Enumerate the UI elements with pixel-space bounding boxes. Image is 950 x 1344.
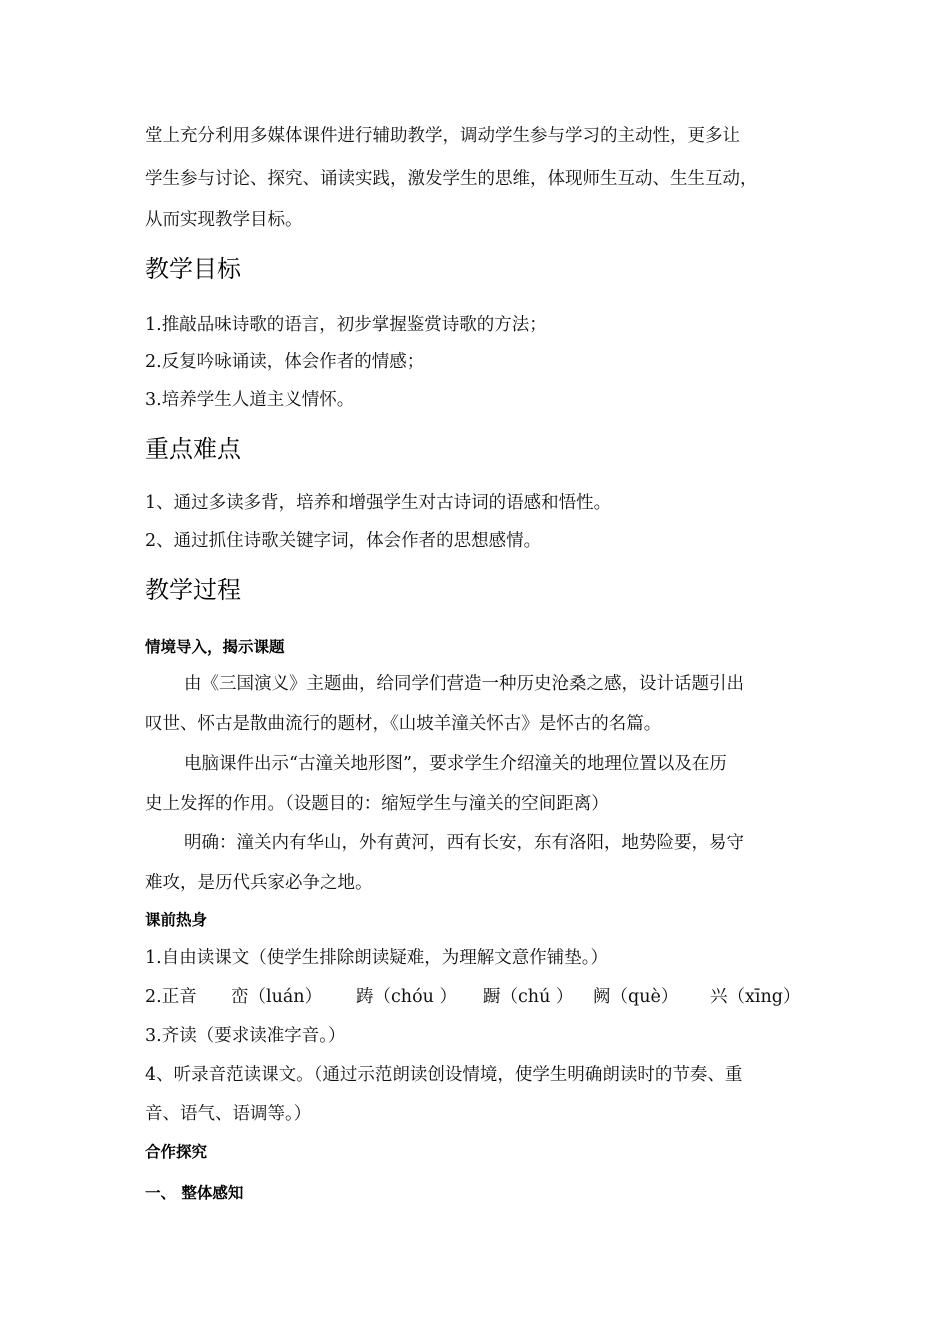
goal-item-1: 1.推敲品味诗歌的语言，初步掌握鉴赏诗歌的方法； [145,315,547,335]
pinyin-word-luan: 峦（luán） [231,987,323,1007]
warmup-item-1: 1.自由读课文（使学生排除朗读疑难，为理解文意作铺垫。） [145,948,608,968]
heading-process: 教学过程 [145,576,241,604]
intro-para3-line-1: 明确：潼关内有华山，外有黄河，西有长安，东有洛阳，地势险要，易守 [184,833,744,853]
pinyin-word-xing: 兴（xīng） [710,987,801,1007]
warmup-item-4-line-1: 4、听录音范读课文。（通过示范朗读创设情境，使学生明确朗读时的节奏、重 [145,1065,743,1085]
warmup-item-2-pronunciation [145,977,815,1017]
pinyin-word-chou: 踌（chóu ） [356,987,457,1007]
intro-para1-line-1: 由《三国演义》主题曲，给同学们营造一种历史沧桑之感，设计话题引出 [184,674,744,694]
goal-item-3: 3.培养学生人道主义情怀。 [145,390,355,410]
goal-item-2: 2.反复吟咏诵读，体会作者的情感； [145,352,425,372]
pinyin-word-chu: 蹰（chú ） [483,987,574,1007]
heading-keypoints: 重点难点 [145,435,241,463]
heading-goals: 教学目标 [145,255,241,283]
keypoint-item-2: 2、通过抓住诗歌关键字词，体会作者的思想感情。 [145,531,542,551]
subsection-overall-perception: 一、 整体感知 [145,1184,244,1202]
intro-para1-line-2: 叹世、怀古是散曲流行的题材，《山坡羊潼关怀古》是怀古的名篇。 [145,714,662,734]
intro-para3-line-2: 难攻，是历代兵家必争之地。 [145,873,373,893]
intro-line-3: 从而实现教学目标。 [145,210,303,230]
intro-line-2: 学生参与讨论、探究、诵读实践，激发学生的思维，体现师生互动、生生互动， [145,169,758,189]
section-title-warmup: 课前热身 [145,911,208,929]
keypoint-item-1: 1、通过多读多背，培养和增强学生对古诗词的语感和悟性。 [145,493,612,513]
intro-para2-line-2: 史上发挥的作用。（设题目的：缩短学生与潼关的空间距离） [145,794,609,814]
warmup-item-4-line-2: 音、语气、语调等。） [145,1104,312,1124]
intro-line-1: 堂上充分利用多媒体课件进行辅助教学，调动学生参与学习的主动性，更多让 [145,126,740,146]
intro-para2-line-1: 电脑课件出示“古潼关地形图”，要求学生介绍潼关的地理位置以及在历 [184,754,727,774]
pronunciation-label: 2.正音 [145,987,197,1007]
section-title-intro: 情境导入，揭示课题 [145,638,285,656]
section-title-cooperation: 合作探究 [145,1143,208,1161]
warmup-item-3: 3.齐读（要求读准字音。） [145,1026,346,1046]
pinyin-word-que: 阙（què） [593,987,679,1007]
